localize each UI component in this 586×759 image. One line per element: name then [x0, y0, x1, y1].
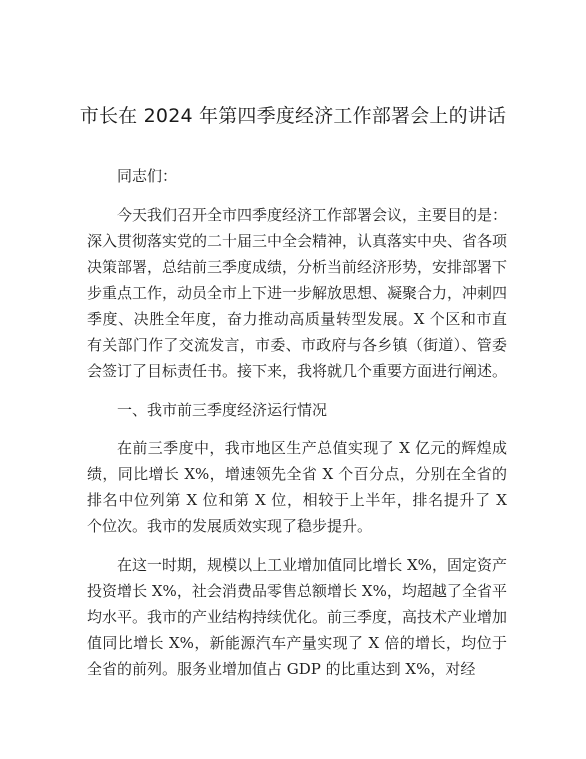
paragraph-industry: 在这一时期，规模以上工业增加值同比增长 X%，固定资产投资增长 X%，社会消费品零售总额增长 X%，均超越了全省平均水平。我市的产业结构持续优化。前三季度，高技术产业增加值同比增长 X%，新能源汽车产量实现了 X 倍的增长，均位于全省的前列。服务业增加值占 GDP 的比重达到 X%，对经 — [87, 556, 508, 678]
document-title: 市长在 2024 年第四季度经济工作部署会上的讲话 — [79, 105, 507, 127]
section-heading: 一、我市前三季度经济运行情况 — [117, 401, 328, 419]
document-body — [87, 163, 507, 695]
paragraph-gdp: 在前三季度中，我市地区生产总值实现了 X 亿元的辉煌成绩，同比增长 X%，增速领先全省 X 个百分点，分别在全省的排名中位列第 X 位和第 X 位，相较于上半年，排名提升了 X 个位次。我市的发展质效实现了稳步提升。 — [87, 439, 507, 535]
paragraph-intro: 今天我们召开全市四季度经济工作部署会议，主要目的是：深入贯彻落实党的二十届三中全会精神，认真落实中央、省各项决策部署，总结前三季度成绩，分析当前经济形势，安排部署下步重点工作，动员全市上下进一步解放思想、凝聚合力，冲刺四季度、决胜全年度，奋力推动高质量转型发展。X 个区和市直有关部门作了交流发言，市委、市政府与各乡镇（街道）、管委会签订了目标责任书。接下来，我将就几个重要方面进行阐述。 — [87, 206, 508, 380]
greeting: 同志们： — [117, 167, 178, 185]
